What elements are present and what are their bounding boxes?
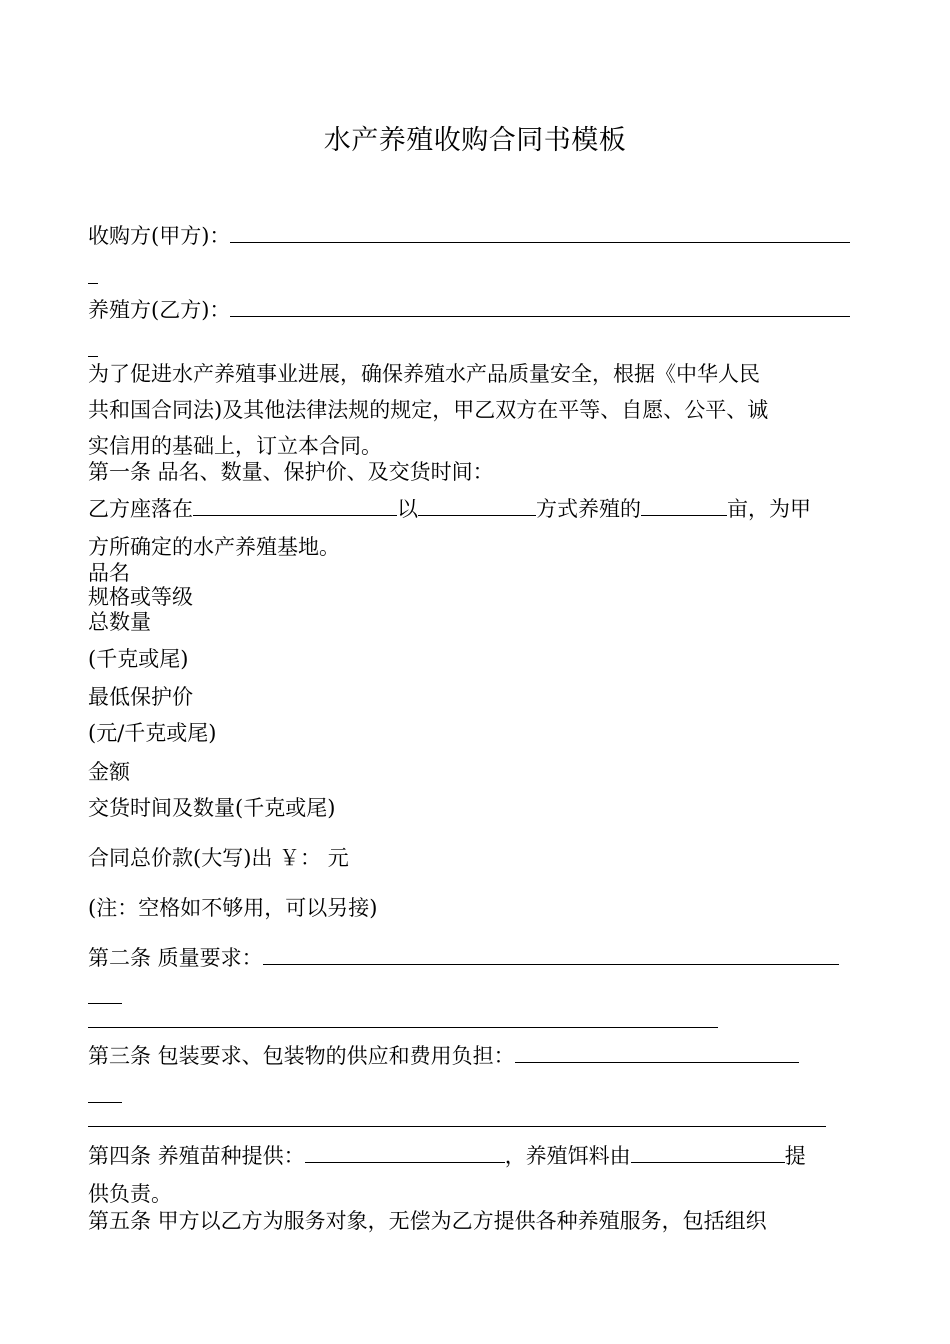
table-label-quantity: 总数量 <box>88 610 151 634</box>
preamble-line: 实信用的基础上，订立本合同。 <box>88 434 382 458</box>
table-label-delivery: 交货时间及数量(千克或尾) <box>88 796 336 820</box>
location-label: 乙方座落在 <box>88 497 193 521</box>
packaging-blank <box>515 1042 799 1063</box>
farmer-label: 养殖方(乙方)： <box>88 298 231 322</box>
total-price-line: 合同总价款(大写)出 ￥： 元 <box>88 846 349 870</box>
quality-blank-continuation <box>88 1003 122 1004</box>
area-unit: 亩，为甲 <box>727 497 811 521</box>
area-label: 方式养殖的 <box>536 497 641 521</box>
article4-line2: 供负责。 <box>88 1182 172 1206</box>
buyer-label: 收购方(甲方)： <box>88 224 231 248</box>
table-label-price-unit: (元/千克或尾) <box>88 721 217 745</box>
area-blank <box>641 495 727 516</box>
article3-label: 第三条 包装要求、包装物的供应和费用负担： <box>88 1044 515 1068</box>
article1-line <box>88 495 811 523</box>
article3-line <box>88 1042 799 1070</box>
table-label-min-price: 最低保护价 <box>88 685 193 709</box>
preamble-line: 共和国合同法)及其他法律法规的规定，甲乙双方在平等、自愿、公平、诚 <box>88 398 769 422</box>
document-title: 水产养殖收购合同书模板 <box>323 125 627 156</box>
feed-suffix: 提 <box>784 1144 806 1168</box>
quality-blank-line <box>88 1027 718 1028</box>
feed-label: ，养殖饵料由 <box>504 1144 631 1168</box>
article2-line <box>88 944 839 972</box>
article5-line: 第五条 甲方以乙方为服务对象，无偿为乙方提供各种养殖服务，包括组织 <box>88 1209 767 1233</box>
table-label-amount: 金额 <box>88 760 130 784</box>
feed-blank <box>631 1142 785 1163</box>
preamble-line: 为了促进水产养殖事业进展，确保养殖水产品质量安全，根据《中华人民 <box>88 362 760 386</box>
seedling-blank <box>305 1142 505 1163</box>
table-label-name: 品名 <box>88 561 130 585</box>
farmer-blank <box>230 296 850 317</box>
article2-label: 第二条 质量要求： <box>88 946 263 970</box>
article1-heading: 第一条 品名、数量、保护价、及交货时间： <box>88 460 494 484</box>
packaging-blank-line <box>88 1126 826 1127</box>
quality-blank <box>263 944 839 965</box>
location-blank <box>193 495 397 516</box>
method-blank <box>418 495 536 516</box>
buyer-blank <box>230 222 850 243</box>
farmer-blank-continuation <box>88 356 98 357</box>
article1-line2: 方所确定的水产养殖基地。 <box>88 535 340 559</box>
seedling-label: 第四条 养殖苗种提供： <box>88 1144 305 1168</box>
note-line: (注：空格如不够用，可以另接) <box>88 896 378 920</box>
farmer-line <box>88 296 850 324</box>
method-label: 以 <box>397 497 418 521</box>
buyer-blank-continuation <box>88 283 98 284</box>
buyer-line <box>88 222 850 250</box>
table-label-quantity-unit: (千克或尾) <box>88 647 189 671</box>
article4-line <box>88 1142 806 1170</box>
packaging-blank-continuation <box>88 1102 122 1103</box>
table-label-spec: 规格或等级 <box>88 585 193 609</box>
